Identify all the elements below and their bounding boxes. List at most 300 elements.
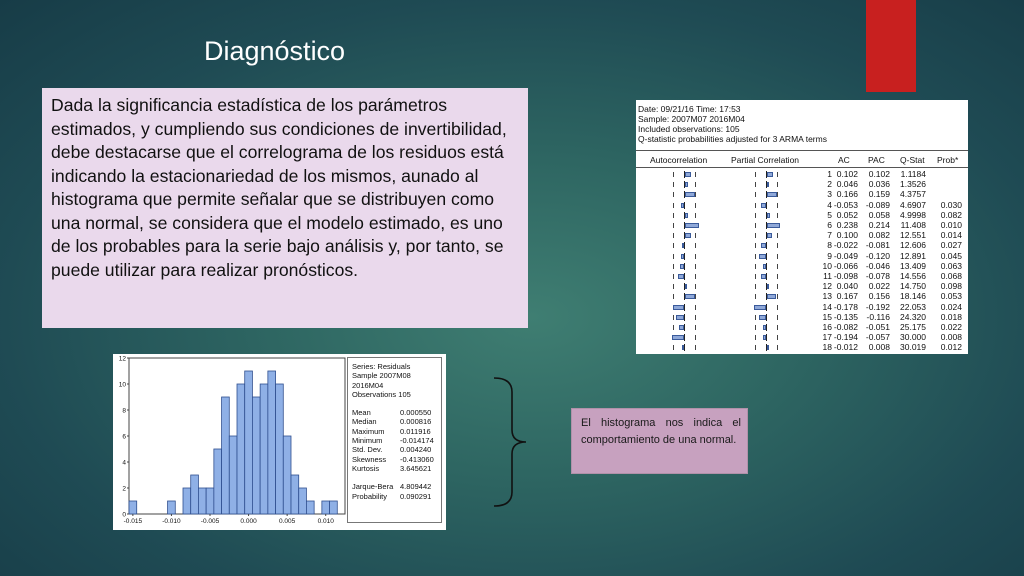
confidence-dash	[777, 335, 778, 340]
zero-tick	[766, 253, 767, 260]
cell-pac: -0.046	[865, 260, 890, 271]
confidence-dash	[777, 233, 778, 238]
stat-label: Std. Dev.	[352, 445, 383, 455]
stats-box	[347, 357, 442, 523]
confidence-dash	[695, 243, 696, 248]
confidence-dash	[755, 315, 756, 320]
header-line: Included observations: 105	[638, 124, 740, 134]
confidence-dash	[777, 325, 778, 330]
confidence-dash	[695, 233, 696, 238]
confidence-dash	[695, 294, 696, 299]
confidence-dash	[673, 345, 674, 350]
cell-lag: 6	[827, 220, 832, 230]
confidence-dash	[777, 345, 778, 350]
correlogram-row	[636, 221, 968, 230]
pac-bar	[763, 325, 766, 330]
stat-label: Maximum	[352, 426, 385, 436]
cell-prob: 0.018	[940, 311, 962, 322]
histogram-bar	[252, 397, 260, 514]
col-prob: Prob*	[937, 155, 959, 165]
cell-pac: -0.057	[865, 332, 890, 343]
cell-prob: 0.012	[940, 342, 962, 353]
y-tick-label: 12	[118, 355, 126, 363]
confidence-dash	[755, 284, 756, 289]
cell-prob: 0.082	[940, 209, 962, 220]
cell-q: 1.3526	[900, 179, 926, 190]
body-textbox: Dada la significancia estadística de los parámetros estimados, y cumpliendo sus condiciones de invertibilidad, debe destacarse que el correlograma de los residuos está indicando la estacionariedad de los mismos, aunado al histograma que permite señalar que se distribuyen como una normal, se considera que el modelo estimado, es uno de los probables para la serie bajo análisis y, por tanto, se puede utilizar para realizar pronósticos.	[42, 88, 528, 328]
correlogram-table	[636, 100, 968, 354]
zero-tick	[766, 324, 767, 331]
x-tick-label: 0.010	[317, 518, 334, 525]
col-autocorrelation: Autocorrelation	[650, 155, 708, 165]
zero-tick	[766, 202, 767, 209]
pac-bar	[767, 223, 780, 228]
confidence-dash	[777, 264, 778, 269]
confidence-dash	[777, 305, 778, 310]
accent-bar	[866, 0, 916, 92]
stat-label: Mean	[352, 408, 371, 418]
cell-lag: 10	[822, 260, 832, 271]
confidence-dash	[695, 284, 696, 289]
cell-q: 1.1184	[900, 169, 926, 179]
histogram-bar	[283, 436, 291, 514]
pac-bar	[767, 192, 777, 197]
pac-bar	[767, 345, 769, 350]
zero-tick	[766, 334, 767, 341]
zero-tick	[766, 304, 767, 311]
col-partial-correlation: Partial Correlation	[731, 155, 800, 165]
cell-ac: 0.046	[836, 179, 858, 190]
x-tick-label: -0.015	[123, 518, 143, 525]
correlogram-row	[636, 241, 968, 250]
stat-value: 0.011916	[400, 426, 431, 436]
pac-bar	[761, 243, 766, 248]
confidence-dash	[673, 213, 674, 218]
correlogram-row	[636, 333, 968, 342]
cell-ac: 0.040	[836, 281, 858, 292]
cell-q: 4.9998	[900, 209, 926, 220]
stat-row	[352, 464, 441, 473]
cell-pac: 0.058	[868, 209, 890, 220]
ac-bar	[682, 243, 684, 248]
histogram-bar	[206, 488, 214, 514]
cell-q: 13.409	[900, 260, 926, 271]
pac-bar	[767, 294, 776, 299]
stat-value: 0.000550	[400, 408, 432, 418]
cell-lag: 9	[827, 250, 832, 261]
ac-bar	[673, 305, 684, 310]
stat-row	[352, 417, 441, 426]
histogram-bar	[268, 371, 276, 514]
ac-bar	[681, 203, 684, 208]
confidence-dash	[777, 284, 778, 289]
stat-row	[352, 436, 441, 445]
cell-pac: -0.081	[865, 240, 890, 251]
col-ac: AC	[838, 155, 850, 165]
cell-q: 12.606	[900, 240, 926, 251]
correlogram-row	[636, 303, 968, 312]
confidence-dash	[777, 182, 778, 187]
confidence-dash	[673, 233, 674, 238]
correlogram-row	[636, 282, 968, 291]
zero-tick	[684, 273, 685, 280]
histogram-bar	[322, 501, 330, 514]
ac-bar	[685, 284, 687, 289]
pac-bar	[767, 182, 769, 187]
col-qstat: Q-Stat	[900, 155, 925, 165]
pac-bar	[767, 213, 770, 218]
correlogram-row	[636, 323, 968, 332]
cell-prob: 0.014	[940, 230, 962, 241]
ac-bar	[678, 274, 684, 279]
confidence-dash	[755, 254, 756, 259]
stat-value: 0.004240	[400, 445, 432, 455]
pac-bar	[761, 203, 766, 208]
cell-q: 4.3757	[900, 189, 926, 200]
cell-lag: 5	[827, 209, 832, 220]
histogram-bar	[222, 397, 230, 514]
cell-ac: 0.052	[836, 209, 858, 220]
cell-ac: -0.178	[833, 301, 858, 312]
x-tick-label: 0.005	[279, 518, 296, 525]
confidence-dash	[755, 345, 756, 350]
cell-pac: -0.116	[866, 311, 890, 322]
confidence-dash	[673, 182, 674, 187]
cell-prob: 0.063	[940, 260, 962, 271]
zero-tick	[766, 242, 767, 249]
cell-q: 4.6907	[900, 199, 926, 210]
confidence-dash	[777, 315, 778, 320]
cell-prob: 0.010	[940, 220, 962, 230]
stat-label: Median	[352, 417, 377, 427]
stat-row	[352, 408, 441, 417]
pac-bar	[763, 264, 766, 269]
cell-q: 30.000	[900, 332, 926, 343]
col-pac: PAC	[868, 155, 885, 165]
correlogram-header	[638, 104, 827, 144]
correlogram-row	[636, 292, 968, 301]
cell-pac: 0.159	[868, 189, 890, 200]
cell-lag: 1	[827, 169, 832, 179]
cell-prob: 0.098	[940, 281, 962, 292]
ac-bar	[685, 192, 695, 197]
confidence-dash	[777, 274, 778, 279]
stat-row	[352, 445, 441, 454]
correlogram-row	[636, 180, 968, 189]
histogram-bar	[237, 384, 245, 514]
confidence-dash	[695, 182, 696, 187]
stat-row	[352, 455, 441, 464]
zero-tick	[684, 242, 685, 249]
cell-lag: 14	[822, 301, 832, 312]
cell-ac: -0.049	[833, 250, 858, 261]
stat-row	[352, 427, 441, 436]
note-box: El histograma nos indica el comportamiento de una normal.	[571, 408, 748, 474]
histogram-bar	[214, 449, 222, 514]
y-tick-label: 4	[122, 459, 126, 467]
histogram-bar	[330, 501, 338, 514]
cell-pac: -0.120	[865, 250, 890, 261]
ac-bar	[685, 172, 691, 177]
cell-prob: 0.008	[940, 332, 962, 343]
cell-q: 30.019	[900, 342, 926, 353]
correlogram-row	[636, 313, 968, 322]
ac-bar	[672, 335, 684, 340]
cell-lag: 7	[827, 230, 832, 241]
stat-row	[352, 482, 441, 491]
divider	[636, 150, 968, 151]
cell-ac: -0.135	[833, 311, 858, 322]
cell-lag: 15	[822, 311, 832, 322]
ac-bar	[682, 345, 684, 350]
cell-q: 11.408	[900, 220, 926, 230]
stat-label: Probability	[352, 491, 388, 501]
cell-pac: -0.192	[865, 301, 890, 312]
ac-bar	[676, 315, 684, 320]
confidence-dash	[673, 223, 674, 228]
cell-prob: 0.024	[940, 301, 962, 312]
confidence-dash	[695, 213, 696, 218]
stats-jb-rows	[352, 482, 441, 501]
ac-bar	[681, 254, 684, 259]
y-tick-label: 6	[122, 433, 126, 441]
cell-ac: 0.100	[836, 230, 858, 241]
ac-bar	[685, 294, 695, 299]
confidence-dash	[777, 172, 778, 177]
stat-value: 0.090291	[400, 491, 432, 501]
correlogram-row	[636, 231, 968, 240]
histogram-bar	[183, 488, 191, 514]
cell-q: 24.320	[900, 311, 926, 322]
stat-value: -0.014174	[400, 436, 434, 446]
cell-lag: 16	[822, 322, 832, 332]
confidence-dash	[755, 172, 756, 177]
cell-ac: -0.012	[833, 342, 858, 353]
confidence-dash	[755, 182, 756, 187]
stat-value: -0.413060	[400, 454, 434, 464]
cell-q: 25.175	[900, 322, 926, 332]
stat-label: Kurtosis	[352, 463, 380, 473]
confidence-dash	[755, 264, 756, 269]
histogram-bar	[229, 436, 237, 514]
ac-bar	[685, 213, 688, 218]
cell-pac: 0.036	[868, 179, 890, 190]
confidence-dash	[673, 192, 674, 197]
cell-lag: 3	[827, 189, 832, 200]
cell-lag: 18	[822, 342, 832, 353]
cell-q: 14.750	[900, 281, 926, 292]
histogram-bar	[198, 488, 206, 514]
ac-bar	[685, 233, 691, 238]
zero-tick	[684, 202, 685, 209]
header-line: Sample: 2007M07 2016M04	[638, 114, 745, 124]
confidence-dash	[755, 213, 756, 218]
confidence-dash	[777, 254, 778, 259]
cell-ac: -0.098	[833, 271, 858, 281]
correlogram-row	[636, 252, 968, 261]
confidence-dash	[777, 203, 778, 208]
stat-value: 4.809442	[400, 482, 432, 492]
cell-ac: 0.238	[836, 220, 858, 230]
cell-pac: 0.082	[868, 230, 890, 241]
zero-tick	[684, 253, 685, 260]
correlogram-row	[636, 190, 968, 199]
pac-bar	[761, 274, 766, 279]
histogram-bar	[291, 475, 299, 514]
correlogram-row	[636, 262, 968, 271]
zero-tick	[766, 263, 767, 270]
confidence-dash	[673, 203, 674, 208]
header-line: Date: 09/21/16 Time: 17:53	[638, 104, 741, 114]
histogram-chart	[113, 354, 347, 530]
zero-tick	[684, 344, 685, 351]
pac-bar	[759, 315, 766, 320]
stat-label: Jarque-Bera	[352, 482, 394, 492]
x-tick-label: -0.005	[200, 518, 220, 525]
cell-lag: 17	[822, 332, 832, 343]
confidence-dash	[673, 264, 674, 269]
cell-lag: 11	[823, 271, 832, 281]
histogram-bar	[260, 384, 268, 514]
cell-ac: -0.066	[833, 260, 858, 271]
cell-q: 14.556	[900, 271, 926, 281]
confidence-dash	[673, 325, 674, 330]
pac-bar	[767, 172, 773, 177]
cell-prob: 0.068	[940, 271, 962, 281]
cell-lag: 13	[822, 291, 832, 302]
cell-pac: 0.102	[868, 169, 890, 179]
pac-bar	[754, 305, 766, 310]
cell-ac: 0.166	[836, 189, 858, 200]
confidence-dash	[695, 203, 696, 208]
stat-value: 0.000816	[400, 417, 432, 427]
cell-ac: -0.022	[833, 240, 858, 251]
histogram-bar	[191, 475, 199, 514]
histogram-bar	[245, 371, 253, 514]
x-tick-label: 0.000	[240, 518, 257, 525]
correlogram-row	[636, 343, 968, 352]
histogram-panel	[113, 354, 446, 530]
confidence-dash	[777, 192, 778, 197]
confidence-dash	[695, 345, 696, 350]
curly-brace-icon	[490, 376, 530, 508]
zero-tick	[684, 334, 685, 341]
cell-pac: 0.156	[868, 291, 890, 302]
confidence-dash	[673, 254, 674, 259]
stat-value: 3.645621	[400, 463, 432, 473]
cell-lag: 8	[827, 240, 832, 251]
header-line: Q-statistic probabilities adjusted for 3 ARMA terms	[638, 134, 827, 144]
confidence-dash	[695, 325, 696, 330]
x-tick-label: -0.010	[162, 518, 181, 525]
cell-pac: 0.022	[868, 281, 890, 292]
pac-bar	[767, 284, 769, 289]
confidence-dash	[755, 192, 756, 197]
y-tick-label: 2	[122, 485, 126, 493]
confidence-dash	[695, 315, 696, 320]
histogram-bar	[129, 501, 137, 514]
cell-lag: 12	[822, 281, 832, 292]
cell-lag: 4	[827, 199, 832, 210]
cell-ac: 0.102	[836, 169, 858, 179]
zero-tick	[684, 263, 685, 270]
cell-lag: 2	[827, 179, 832, 190]
confidence-dash	[673, 315, 674, 320]
ac-bar	[680, 264, 684, 269]
cell-pac: -0.078	[865, 271, 890, 281]
correlogram-row	[636, 201, 968, 210]
confidence-dash	[755, 274, 756, 279]
confidence-dash	[695, 305, 696, 310]
cell-pac: 0.214	[868, 220, 890, 230]
stat-label: Minimum	[352, 436, 383, 446]
zero-tick	[684, 324, 685, 331]
confidence-dash	[695, 264, 696, 269]
cell-pac: -0.051	[865, 322, 890, 332]
cell-prob: 0.022	[940, 322, 962, 332]
slide-title: Diagnóstico	[204, 36, 346, 66]
confidence-dash	[777, 213, 778, 218]
correlogram-row	[636, 272, 968, 281]
confidence-dash	[695, 254, 696, 259]
stats-title-line: Series: Residuals	[352, 362, 411, 371]
cell-prob: 0.030	[940, 199, 962, 210]
confidence-dash	[695, 192, 696, 197]
cell-q: 12.891	[900, 250, 926, 261]
confidence-dash	[673, 172, 674, 177]
y-tick-label: 0	[122, 511, 126, 519]
divider	[636, 167, 968, 168]
confidence-dash	[777, 243, 778, 248]
confidence-dash	[673, 284, 674, 289]
zero-tick	[684, 314, 685, 321]
stats-title-line: Observations 105	[352, 389, 411, 399]
cell-q: 22.053	[900, 301, 926, 312]
histogram-bar	[306, 501, 314, 514]
histogram-bar	[276, 384, 284, 514]
ac-bar	[685, 182, 688, 187]
cell-prob: 0.045	[940, 250, 962, 261]
correlogram-row	[636, 170, 968, 179]
pac-bar	[763, 335, 766, 340]
histogram-bar	[168, 501, 176, 514]
cell-ac: 0.167	[836, 291, 858, 302]
cell-ac: -0.194	[833, 332, 858, 343]
confidence-dash	[755, 335, 756, 340]
cell-q: 12.551	[900, 230, 926, 241]
confidence-dash	[673, 274, 674, 279]
stats-title-line: Sample 2007M08 2016M04	[352, 371, 411, 390]
confidence-dash	[755, 223, 756, 228]
confidence-dash	[695, 172, 696, 177]
confidence-dash	[755, 233, 756, 238]
ac-bar	[679, 325, 684, 330]
zero-tick	[766, 273, 767, 280]
pac-bar	[759, 254, 766, 259]
zero-tick	[766, 314, 767, 321]
cell-ac: -0.053	[833, 199, 858, 210]
stat-label: Skewness	[352, 454, 387, 464]
cell-pac: 0.008	[868, 342, 890, 353]
confidence-dash	[695, 335, 696, 340]
cell-ac: -0.082	[833, 322, 858, 332]
confidence-dash	[755, 243, 756, 248]
pac-bar	[767, 233, 772, 238]
confidence-dash	[755, 325, 756, 330]
y-tick-label: 10	[118, 381, 126, 389]
cell-prob: 0.027	[940, 240, 962, 251]
stat-row	[352, 492, 441, 501]
